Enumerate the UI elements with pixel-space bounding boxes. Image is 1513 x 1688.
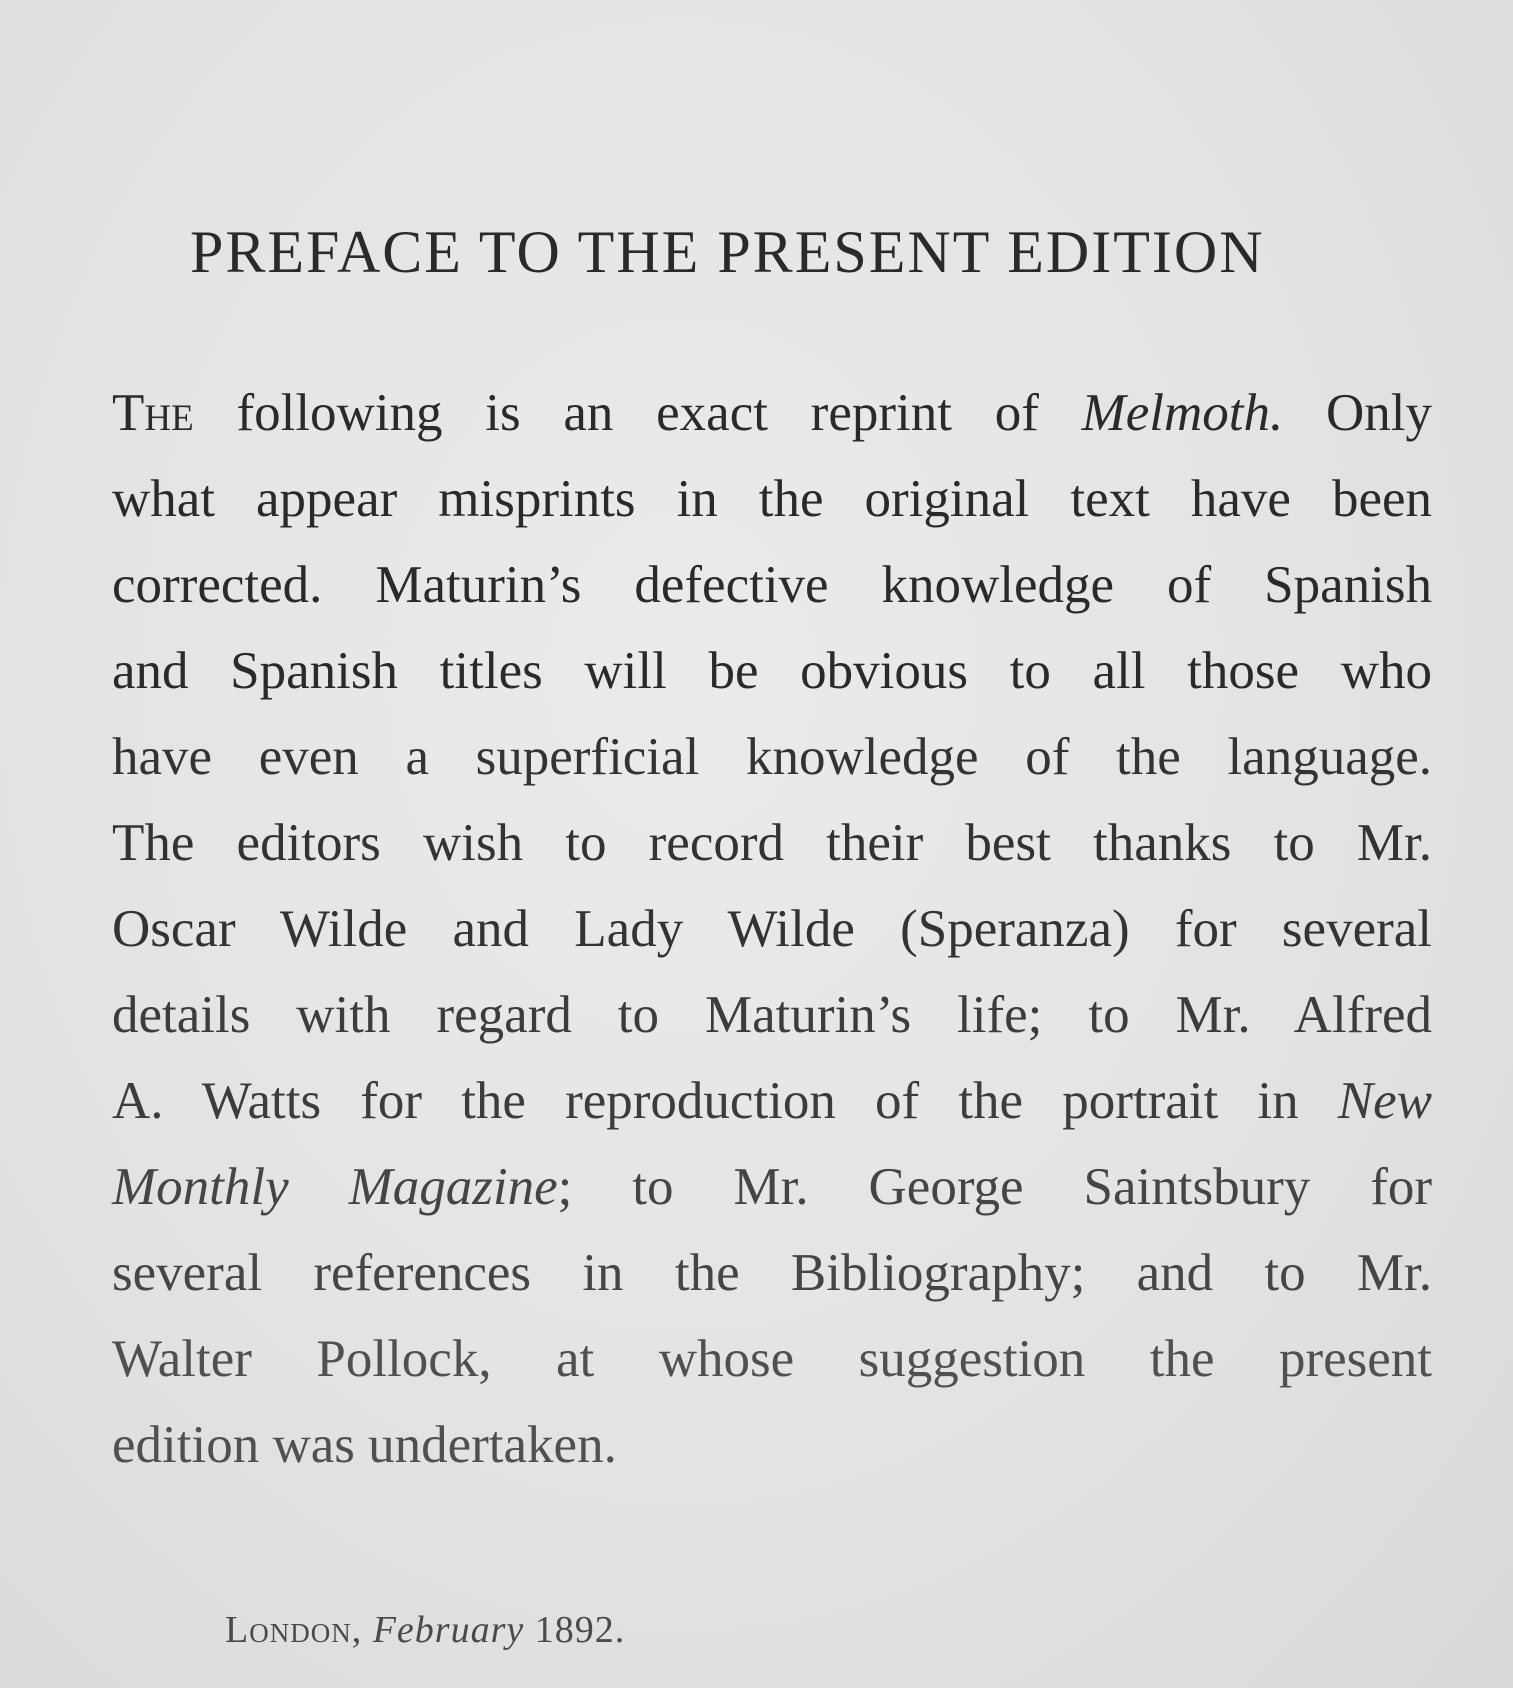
body-line: edition was undertaken. bbox=[112, 1416, 617, 1474]
body-line bbox=[112, 370, 1432, 456]
body-line: details with regard to Maturin’s life; to Mr. Alfred bbox=[112, 986, 1432, 1044]
signoff-place: London bbox=[225, 1609, 352, 1651]
body-text-segment: following is an exact reprint of bbox=[193, 384, 1082, 442]
body-line: corrected. Maturin’s defective knowledge of Spanish bbox=[112, 556, 1432, 614]
body-text-segment: ; to Mr. George Saintsbury for bbox=[557, 1158, 1432, 1216]
body-line: Walter Pollock, at whose suggestion the present bbox=[112, 1330, 1432, 1388]
book-title-italic: Melmoth. bbox=[1081, 384, 1284, 442]
body-line bbox=[112, 1144, 1432, 1230]
body-text-segment: Only bbox=[1283, 384, 1432, 442]
body-line bbox=[112, 1058, 1432, 1144]
body-line: and Spanish titles will be obvious to all those who bbox=[112, 642, 1432, 700]
body-line: The editors wish to record their best thanks to Mr. bbox=[112, 814, 1432, 872]
body-line: several references in the Bibliography; and to Mr. bbox=[112, 1244, 1432, 1302]
magazine-title-italic: New bbox=[1337, 1072, 1432, 1130]
body-line: have even a superficial knowledge of the language. bbox=[112, 728, 1432, 786]
signoff-separator: , bbox=[351, 1609, 373, 1651]
lead-word: The bbox=[112, 384, 194, 442]
preface-body bbox=[112, 370, 1432, 1488]
magazine-title-italic: Monthly Magazine bbox=[112, 1158, 558, 1216]
body-line: Oscar Wilde and Lady Wilde (Speranza) for several bbox=[112, 900, 1432, 958]
signoff bbox=[225, 1608, 625, 1652]
body-text-segment: A. Watts for the reproduction of the portrait in bbox=[112, 1072, 1338, 1130]
signoff-month: February bbox=[372, 1609, 525, 1651]
body-line: what appear misprints in the original text have been bbox=[112, 470, 1432, 528]
page-title: PREFACE TO THE PRESENT EDITION bbox=[190, 219, 1265, 285]
signoff-year: 1892. bbox=[524, 1609, 626, 1651]
